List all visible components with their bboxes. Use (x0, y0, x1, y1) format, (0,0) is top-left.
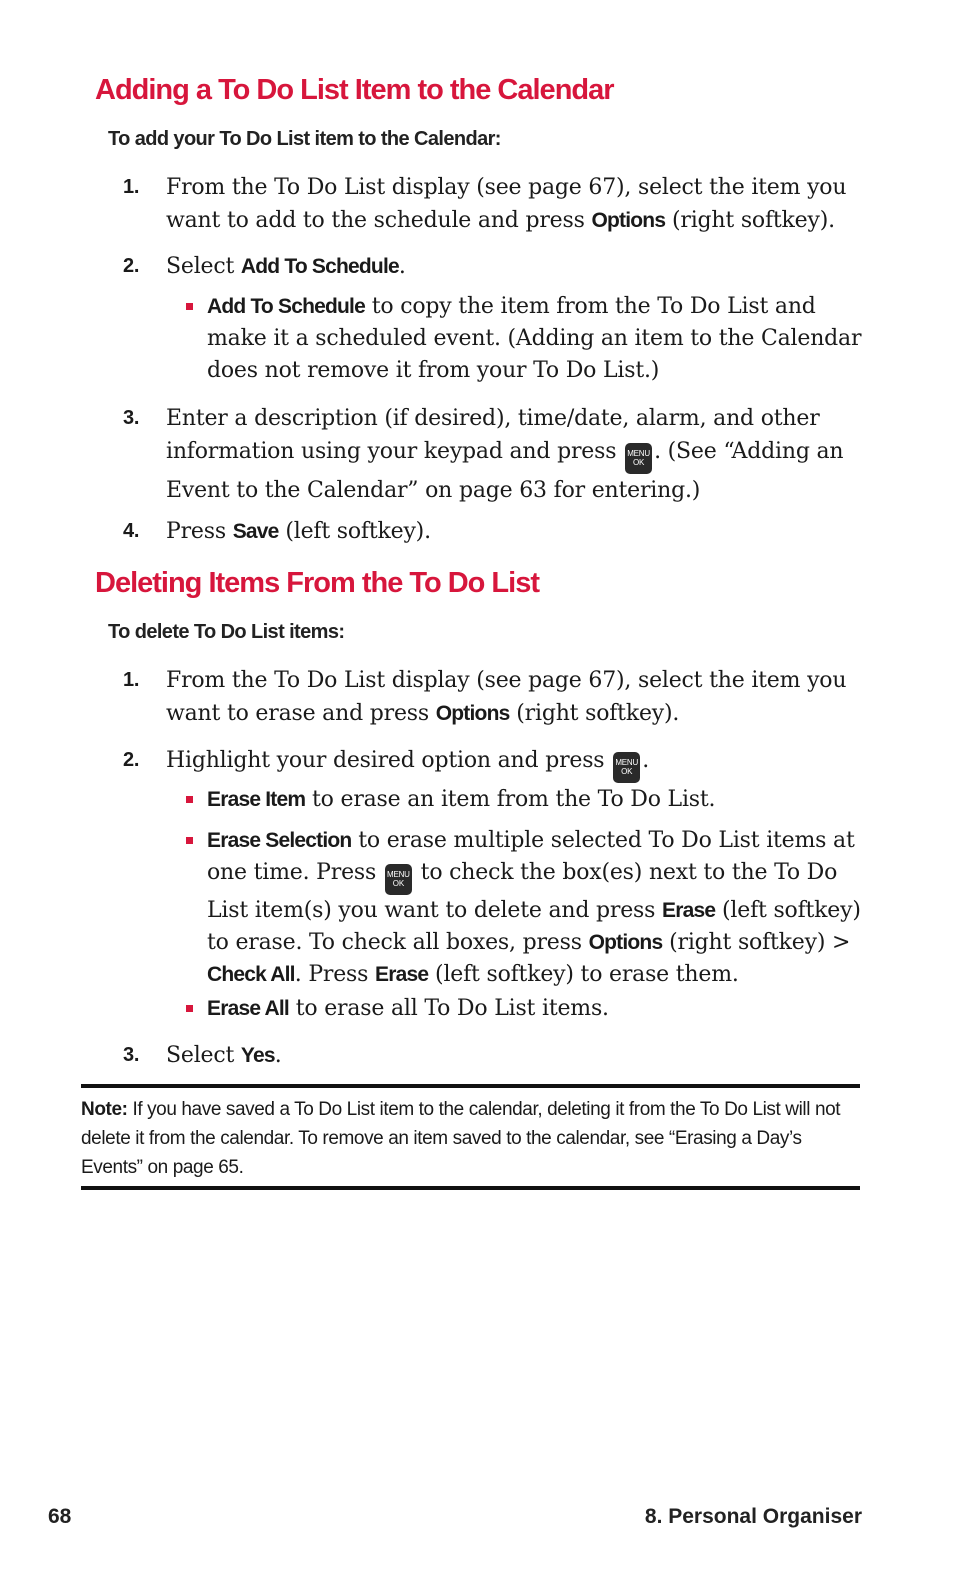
step-delete-2 (123, 744, 863, 783)
step-delete-1 (123, 664, 863, 730)
step-text: Select (166, 254, 241, 279)
softkey-label: Save (232, 520, 279, 543)
section-heading-add: Adding a To Do List Item to the Calendar (95, 74, 614, 106)
step-number: 4. (123, 520, 140, 542)
bullet-square-icon (186, 837, 193, 844)
softkey-label: Erase (662, 899, 716, 922)
bullet-square-icon (186, 796, 193, 803)
bullet-text: (right softkey) > (662, 930, 851, 955)
step-number: 1. (123, 176, 140, 198)
step-add-3 (123, 402, 863, 507)
menu-ok-key-icon: MENU OK (385, 864, 412, 895)
bullet-erase-item (186, 784, 866, 816)
step-text: (left softkey). (278, 519, 431, 544)
step-text: From the To Do List display (see page 67), select the item you want to erase and press (166, 668, 847, 726)
menu-option-label: Check All (207, 963, 295, 986)
bullet-erase-selection (186, 825, 866, 991)
note-label: Note: (81, 1099, 128, 1120)
bullet-square-icon (186, 303, 193, 310)
bullet-text: (left softkey) to erase. To check all boxes, press (207, 898, 861, 955)
menu-ok-key-icon: MENU OK (625, 443, 652, 474)
intro-delete: To delete To Do List items: (108, 621, 345, 643)
bullet-square-icon (186, 1005, 193, 1012)
note-box (81, 1084, 860, 1190)
step-text: . (398, 254, 406, 279)
softkey-label: Options (435, 702, 510, 725)
section-heading-delete: Deleting Items From the To Do List (95, 567, 539, 599)
step-text: (right softkey). (509, 701, 680, 726)
menu-option-label: Erase Item (207, 788, 306, 811)
step-text: . (See “Adding an Event to the Calendar” on page 63 for entering.) (166, 439, 844, 503)
bullet-text: to erase multiple selected To Do List items at one time. Press (207, 828, 855, 885)
step-text: Enter a description (if desired), time/date, alarm, and other information using your keypad and press (166, 406, 820, 464)
step-text: . (642, 748, 649, 773)
softkey-label: Options (591, 209, 666, 232)
step-number: 2. (123, 255, 140, 277)
note-text: If you have saved a To Do List item to the calendar, deleting it from the To Do List will not delete it from the calendar. To remove an item saved to the calendar, see “Erasing a Day’s Events” on page 65. (81, 1099, 841, 1178)
bullet-text: to erase all To Do List items. (288, 996, 609, 1021)
softkey-label: Options (588, 931, 663, 954)
step-text: (right softkey). (665, 208, 835, 233)
chapter-title: 8. Personal Organiser (644, 1505, 862, 1528)
step-text: Press (166, 519, 233, 544)
step-number: 3. (123, 407, 140, 429)
step-add-4 (123, 515, 863, 548)
menu-option-label: Erase Selection (207, 829, 352, 852)
bullet-erase-all (186, 993, 866, 1025)
menu-option-label: Add To Schedule (240, 255, 399, 278)
step-text: From the To Do List display (see page 67), select the item you want to add to the schedule and press (166, 175, 847, 233)
bullet-text: . Press (294, 962, 376, 987)
softkey-label: Erase (375, 963, 429, 986)
menu-ok-key-icon: MENU OK (613, 752, 640, 783)
step-text: Highlight your desired option and press (166, 748, 612, 773)
page-number: 68 (48, 1505, 72, 1528)
step-add-2 (123, 250, 863, 283)
step-delete-3 (123, 1039, 863, 1072)
bullet-text: (left softkey) to erase them. (428, 962, 739, 987)
menu-option-label: Erase All (207, 997, 289, 1020)
step-number: 2. (123, 749, 140, 771)
step-text: Select (166, 1043, 241, 1068)
step-number: 1. (123, 669, 140, 691)
bullet-text: to check the box(es) next to the To Do List item(s) you want to delete and press (207, 860, 838, 923)
menu-option-label: Yes (240, 1044, 275, 1067)
step-text: . (274, 1043, 282, 1068)
step-add-1 (123, 171, 863, 237)
bullet-add-to-schedule (186, 291, 866, 387)
bullet-text: to copy the item from the To Do List and make it a scheduled event. (Adding an item to the Calendar does not remove it from your To Do List.) (207, 294, 862, 383)
step-number: 3. (123, 1044, 140, 1066)
intro-add: To add your To Do List item to the Calendar: (108, 128, 501, 150)
bullet-text: to erase an item from the To Do List. (305, 787, 716, 812)
menu-option-label: Add To Schedule (207, 295, 365, 318)
